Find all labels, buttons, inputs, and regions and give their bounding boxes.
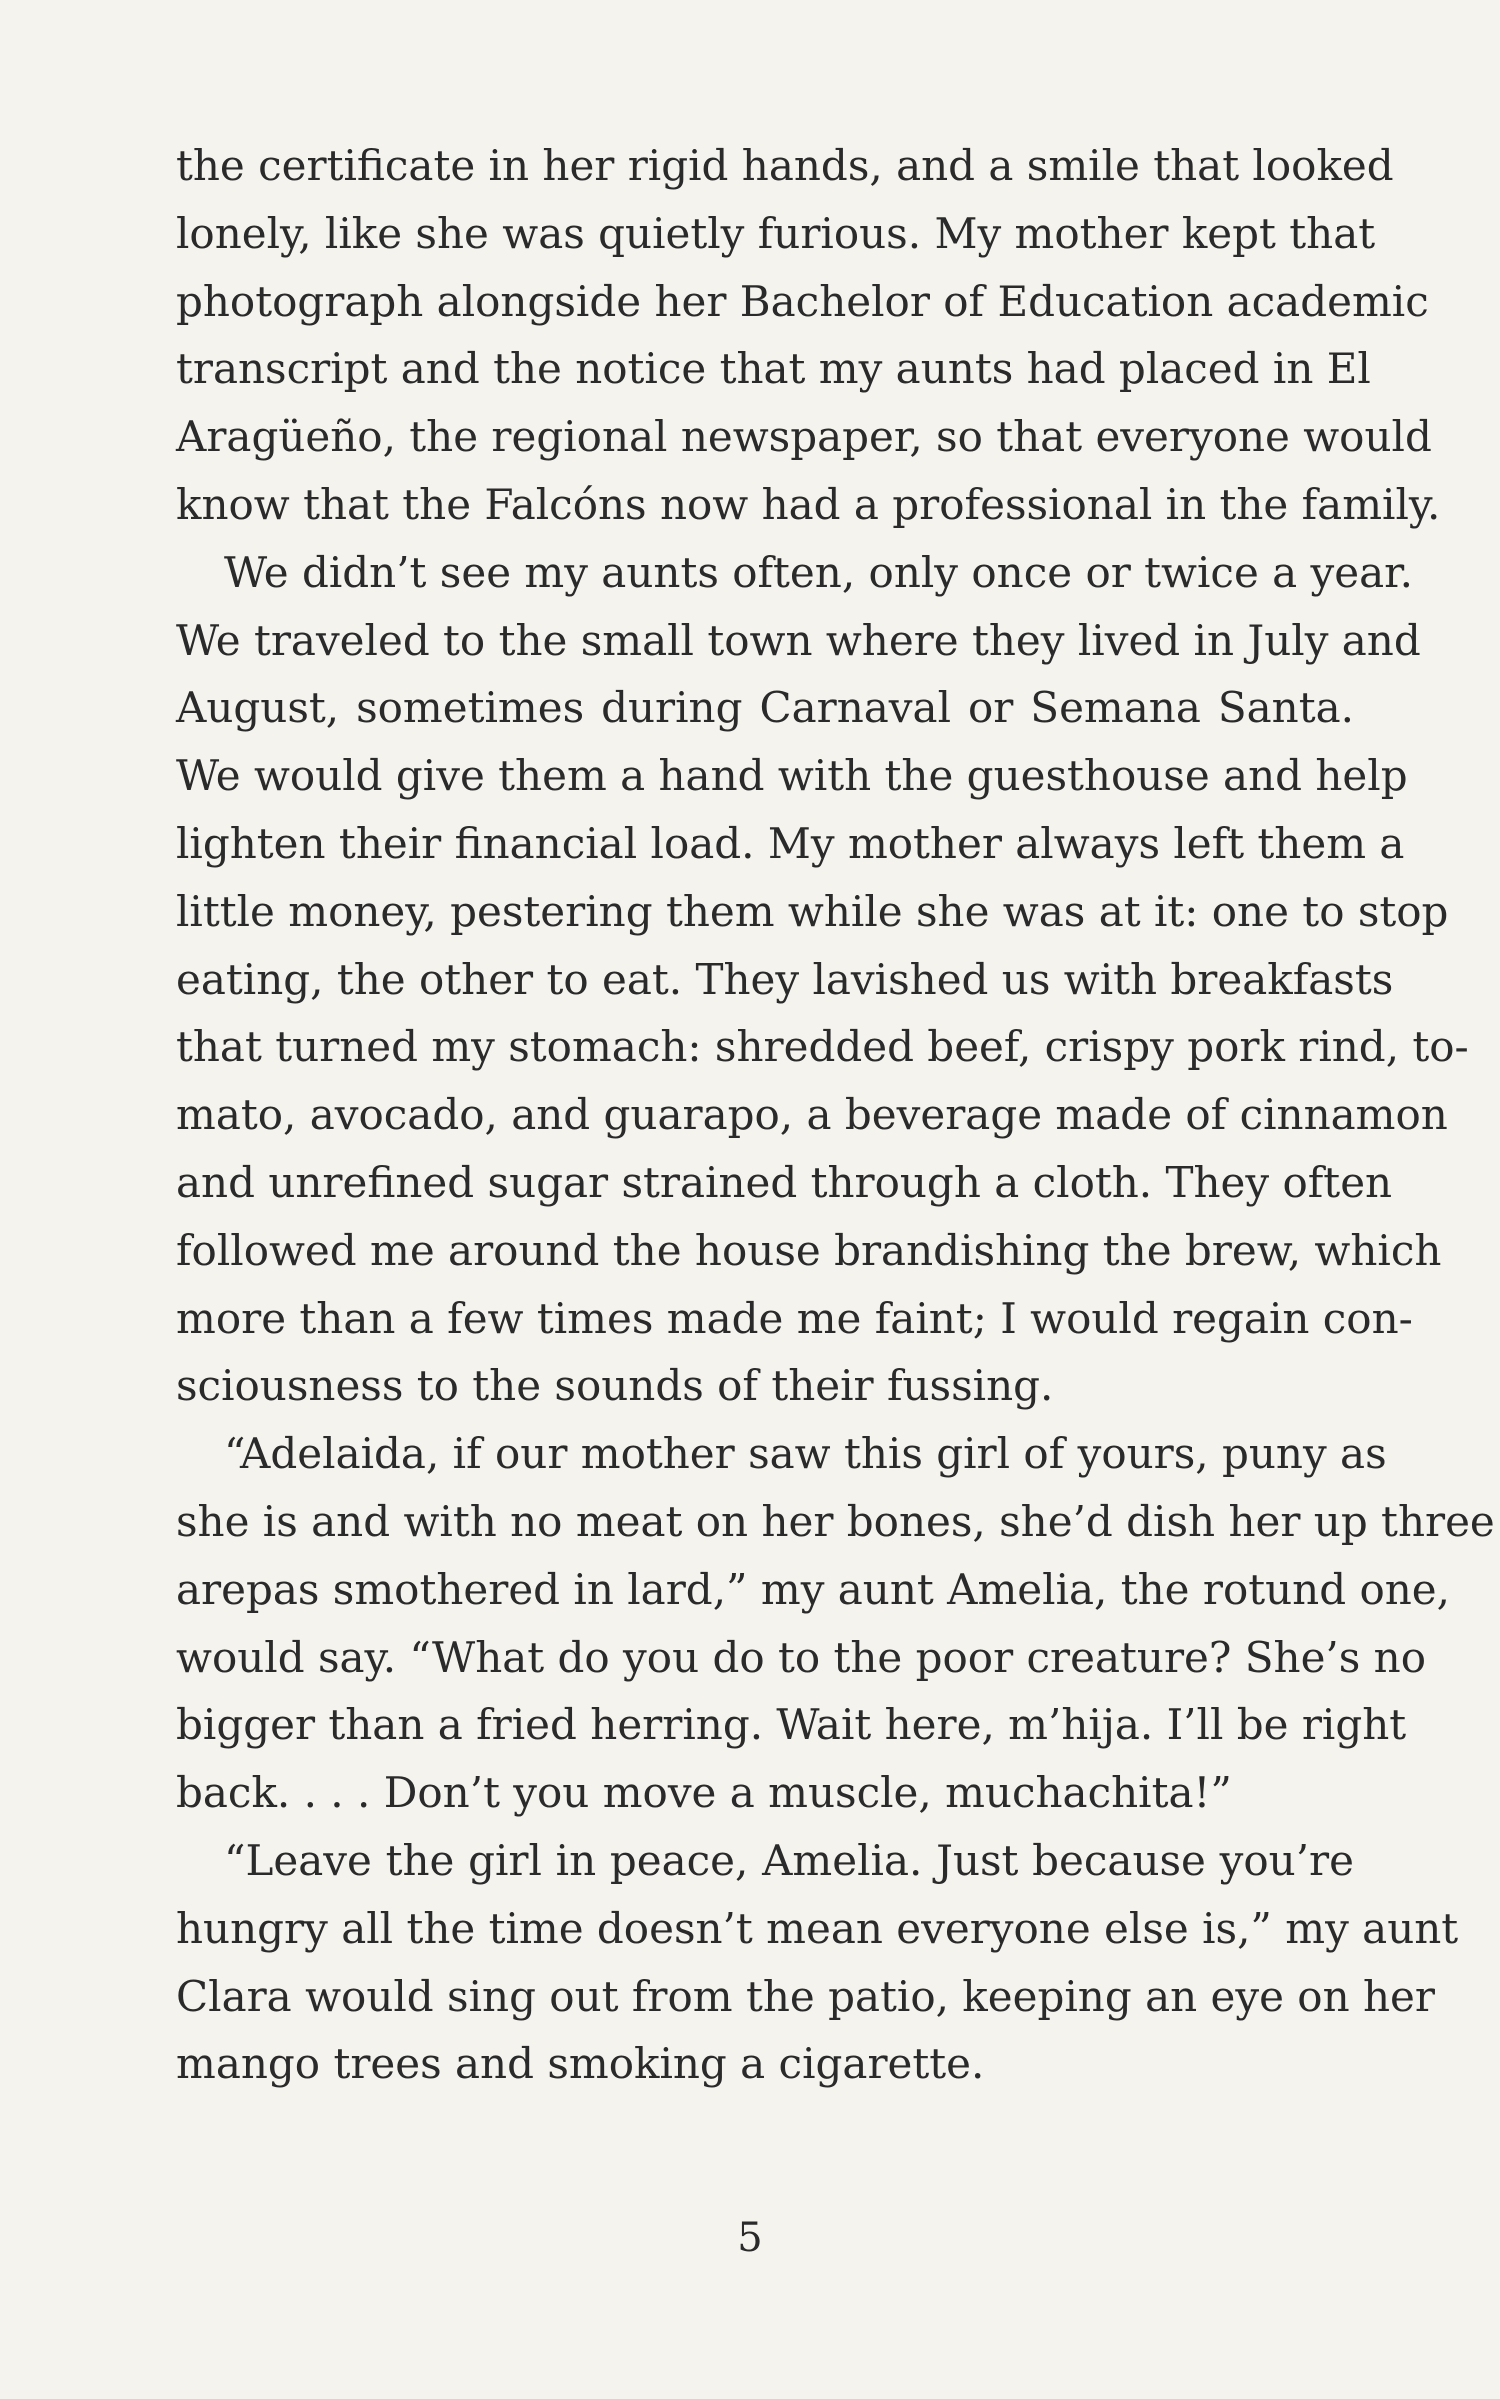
text-line: she is and with no meat on her bones, she’d dish her up three (176, 1496, 1495, 1546)
paragraph-3 (176, 1420, 1495, 1827)
text-line: mato, avocado, and guarapo, a beverage made of cinnamon (176, 1090, 1448, 1140)
text-line: would say. “What do you do to the poor creature? She’s no (176, 1632, 1427, 1682)
text-line: August, sometimes during Carnaval or Semana Santa. (176, 683, 1354, 733)
text-line: know that the Falcóns now had a professional in the family. (176, 479, 1441, 529)
paragraph-1 (176, 132, 1441, 539)
text-line: that turned my stomach: shredded beef, crispy pork rind, to- (176, 1022, 1469, 1072)
text-line: the certificate in her rigid hands, and a smile that looked (176, 141, 1394, 190)
text-line: Aragüeño, the regional newspaper, so that everyone would (176, 412, 1432, 462)
text-line: hungry all the time doesn’t mean everyone else is,” my aunt (176, 1903, 1459, 1953)
text-line: arepas smothered in lard,” my aunt Amelia, the rotund one, (176, 1564, 1451, 1614)
page-number: 5 (737, 2215, 763, 2261)
text-line: We didn’t see my aunts often, only once or twice a year. (224, 547, 1413, 597)
text-line: We traveled to the small town where they lived in July and (176, 615, 1421, 665)
text-line: “Leave the girl in peace, Amelia. Just because you’re (224, 1835, 1354, 1885)
text-line: sciousness to the sounds of their fussing. (176, 1361, 1054, 1411)
text-line: “Adelaida, if our mother saw this girl of yours, puny as (224, 1429, 1387, 1479)
text-line: transcript and the notice that my aunts had placed in El (176, 344, 1371, 394)
paragraph-2 (176, 539, 1469, 1420)
text-line: mango trees and smoking a cigarette. (176, 2039, 985, 2089)
text-line: lighten their financial load. My mother always left them a (176, 818, 1405, 868)
text-line: back. . . . Don’t you move a muscle, muchachita!” (176, 1768, 1232, 1818)
text-line: little money, pestering them while she was at it: one to stop (176, 886, 1449, 936)
page-body-text (176, 132, 1495, 2098)
text-line: more than a few times made me faint; I would regain con- (176, 1293, 1413, 1343)
text-line: lonely, like she was quietly furious. My mother kept that (176, 208, 1376, 258)
text-line: We would give them a hand with the guesthouse and help (176, 751, 1408, 801)
text-line: and unrefined sugar strained through a cloth. They often (176, 1157, 1393, 1207)
paragraph-4 (176, 1827, 1459, 2098)
text-line: followed me around the house brandishing the brew, which (176, 1225, 1442, 1275)
text-line: eating, the other to eat. They lavished us with breakfasts (176, 954, 1394, 1004)
text-line: bigger than a fried herring. Wait here, m’hija. I’ll be right (176, 1700, 1407, 1750)
text-line: photograph alongside her Bachelor of Education academic (176, 276, 1429, 326)
text-line: Clara would sing out from the patio, keeping an eye on her (176, 1971, 1435, 2021)
